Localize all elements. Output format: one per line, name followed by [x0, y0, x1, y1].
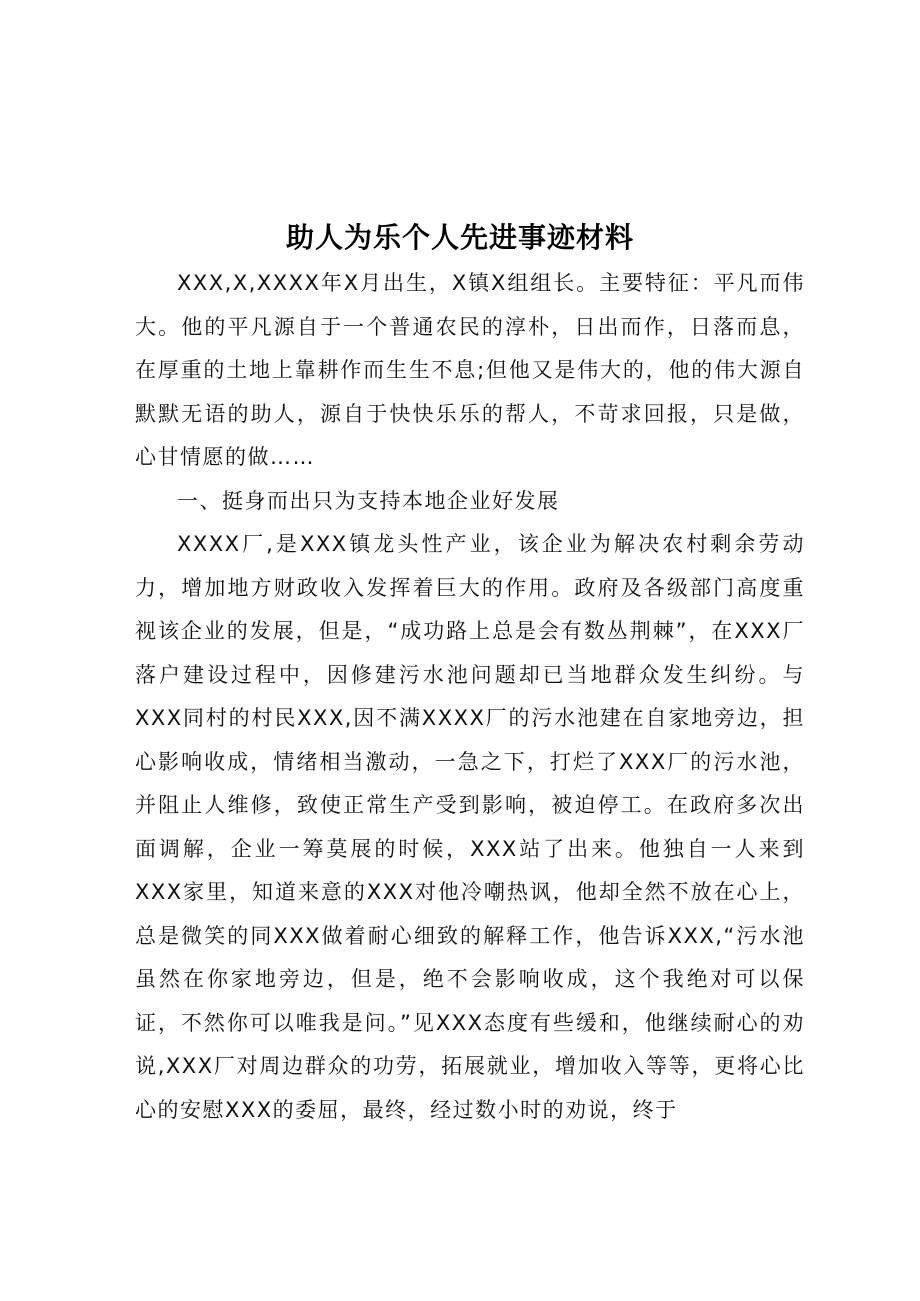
paragraph-intro: XXX,X,XXXX年X月出生，X镇X组组长。主要特征：平凡而伟大。他的平凡源自于一个普通农民的淳朴，日出而作，日落而息，在厚重的土地上靠耕作而生生不息;但他又是伟大的，他的伟大源自默默无语的助人，源自于快快乐乐的帮人，不苛求回报，只是做，心甘情愿的做…… — [135, 271, 805, 469]
paragraph-section-1: XXXX厂,是XXX镇龙头性产业，该企业为解决农村剩余劳动力，增加地方财政收入发挥着巨大的作用。政府及各级部门高度重视该企业的发展，但是，“成功路上总是会有数丛荆棘”，在XXX厂落户建设过程中，因修建污水池问题却已当地群众发生纠纷。与XXX同村的村民XXX,因不满XXXX厂的污水池建在自家地旁边，担心影响收成，情绪相当激动，一急之下，打烂了XXX厂的污水池，并阻止人维修，致使正常生产受到影响，被迫停工。在政府多次出面调解，企业一筹莫展的时候，XXX站了出来。他独自一人来到XXX家里，知道来意的XXX对他冷嘲热讽，他却全然不放在心上，总是微笑的同XXX做着耐心细致的解释工作，他告诉XXX,“污水池虽然在你家地旁边，但是，绝不会影响收成，这个我绝对可以保证，不然你可以唯我是问。”见XXX态度有些缓和，他继续耐心的劝说,XXX厂对周边群众的功劳，拓展就业，增加收入等等，更将心比心的安慰XXX的委屈，最终，经过数小时的劝说，终于 — [135, 532, 805, 1122]
document-title: 助人为乐个人先进事迹材料 — [285, 221, 634, 254]
section-heading: 一、挺身而出只为支持本地企业好发展 — [177, 488, 560, 513]
document-body — [135, 262, 805, 1132]
